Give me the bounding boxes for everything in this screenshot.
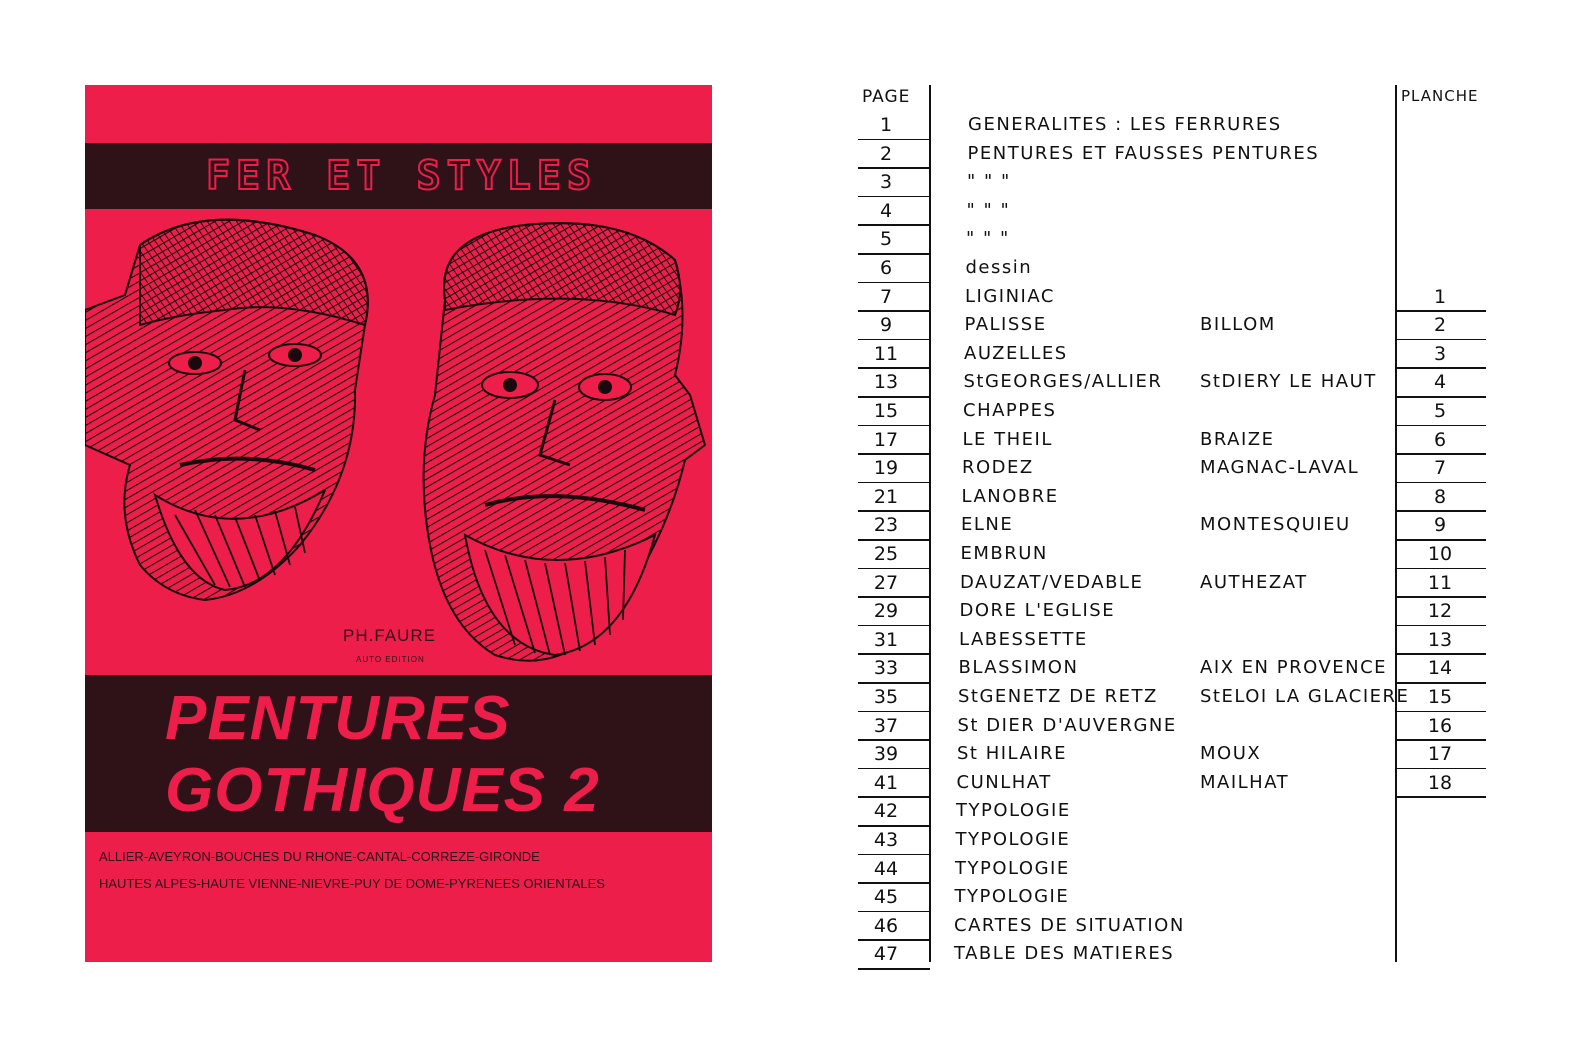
toc-planche-number: 3 <box>1433 342 1447 365</box>
toc-entry: PALISSE <box>964 314 1047 336</box>
page-cell-underline <box>858 568 930 570</box>
page-cell-underline <box>858 367 930 369</box>
planche-cell-underline <box>1396 367 1486 369</box>
author-name: PH.FAURE <box>343 626 437 645</box>
page-cell-underline <box>858 139 930 141</box>
toc-entry: GENERALITES : LES FERRURES <box>968 114 1282 135</box>
toc-planche-number: 1 <box>1433 285 1447 308</box>
toc-entry: TYPOLOGIE <box>955 857 1070 879</box>
page-cell-underline <box>858 911 930 913</box>
toc-planche-number: 10 <box>1427 543 1453 565</box>
page-cell-underline <box>858 653 930 655</box>
page-cell-underline <box>858 625 930 627</box>
edition-label: AUTO EDITION <box>356 655 425 664</box>
regions-line2: HAUTES ALPES-HAUTE VIENNE-NIEVRE-PUY DE DOME-PYRENEES ORIENTALES <box>99 876 605 891</box>
planche-cell-underline <box>1396 796 1486 798</box>
toc-entry: ELNE <box>961 514 1014 536</box>
toc-page-number: 13 <box>873 371 899 394</box>
page-cell-underline <box>858 339 930 341</box>
planche-cell-underline <box>1396 539 1486 541</box>
toc-entry-secondary: MONTESQUIEU <box>1200 514 1351 536</box>
toc-planche-number: 9 <box>1433 514 1447 537</box>
toc-entry: StGENETZ DE RETZ <box>958 686 1158 707</box>
page-cell-underline <box>858 167 930 169</box>
page-cell-underline <box>858 196 930 198</box>
toc-planche-number: 18 <box>1427 771 1453 794</box>
toc-planche-number: 13 <box>1427 628 1453 651</box>
page-cell-underline <box>858 396 930 398</box>
toc-entry: " " " <box>966 199 1011 221</box>
toc-entry-secondary: BILLOM <box>1200 314 1276 336</box>
header-page: PAGE <box>862 87 911 107</box>
toc-planche-number: 6 <box>1433 428 1447 451</box>
page-cell-underline <box>858 882 930 884</box>
planche-cell-underline <box>1396 711 1486 713</box>
toc-entry-secondary: MAILHAT <box>1200 771 1290 793</box>
toc-page-number: 2 <box>879 142 893 165</box>
toc-page-number: 21 <box>873 485 899 508</box>
planche-cell-underline <box>1396 568 1486 570</box>
toc-planche-number: 12 <box>1427 600 1453 623</box>
page-cell-underline <box>858 796 930 798</box>
planche-cell-underline <box>1396 425 1486 427</box>
book-title-line2: GOTHIQUES 2 <box>165 756 600 825</box>
toc-page-number: 4 <box>879 199 893 222</box>
toc-entry: TYPOLOGIE <box>956 800 1071 822</box>
toc-page-number: 17 <box>873 428 899 451</box>
page-cell-underline <box>858 453 930 455</box>
toc-page-number: 1 <box>879 114 893 136</box>
toc-page-number: 5 <box>879 228 893 251</box>
page-cell-underline <box>858 510 930 512</box>
toc-page-number: 31 <box>873 628 899 651</box>
toc-page-number: 35 <box>873 686 899 708</box>
toc-entry: BLASSIMON <box>958 657 1079 679</box>
toc-page-number: 43 <box>873 829 899 851</box>
toc-entry-secondary: AUTHEZAT <box>1200 571 1308 593</box>
toc-planche-number: 17 <box>1427 743 1453 766</box>
page-cell-underline <box>858 253 930 255</box>
planche-cell-underline <box>1396 653 1486 655</box>
toc-entry: CHAPPES <box>963 400 1057 421</box>
page-cell-underline <box>858 539 930 541</box>
toc-entry: St DIER D'AUVERGNE <box>957 714 1177 736</box>
toc-page-number: 39 <box>873 743 899 766</box>
toc-planche-number: 8 <box>1433 485 1447 508</box>
page-cell-underline <box>858 310 930 312</box>
toc-entry-secondary: BRAIZE <box>1200 428 1275 450</box>
toc-page-number: 15 <box>873 400 899 422</box>
toc-entry-secondary: AIX EN PROVENCE <box>1200 657 1388 679</box>
page-cell-underline <box>858 825 930 827</box>
toc-page-number: 45 <box>873 886 899 909</box>
toc-entry: CARTES DE SITUATION <box>954 914 1185 936</box>
toc-page-number: 37 <box>873 714 899 737</box>
toc-page-number: 6 <box>879 257 893 279</box>
planche-cell-underline <box>1396 596 1486 598</box>
planche-cell-underline <box>1396 682 1486 684</box>
planche-cell-underline <box>1396 339 1486 341</box>
toc-page-number: 42 <box>873 800 899 823</box>
toc-planche-number: 5 <box>1433 400 1447 422</box>
toc-planche-number: 15 <box>1427 686 1453 708</box>
page-cell-underline <box>858 682 930 684</box>
toc-page-number: 9 <box>879 314 893 337</box>
toc-entry: TYPOLOGIE <box>955 829 1071 850</box>
toc-page-number: 33 <box>873 657 899 680</box>
toc-planche-number: 7 <box>1433 457 1447 480</box>
toc-entry: DORE L'EGLISE <box>959 600 1116 622</box>
planche-cell-underline <box>1396 453 1486 455</box>
toc-page-number: 19 <box>873 457 899 480</box>
toc-page-number: 46 <box>873 914 899 937</box>
toc-entry: " " " <box>966 228 1010 250</box>
planche-cell-underline <box>1396 396 1486 398</box>
planche-cell-underline <box>1396 768 1486 770</box>
page-cell-underline <box>858 768 930 770</box>
toc-page-number: 47 <box>873 943 899 966</box>
book-title-line1: PENTURES <box>165 684 511 753</box>
toc-entry-secondary: MAGNAC-LAVAL <box>1200 457 1360 479</box>
toc-planche-number: 2 <box>1433 314 1447 337</box>
toc-page-number: 25 <box>873 543 899 565</box>
toc-planche-number: 11 <box>1427 571 1453 594</box>
regions-line1: ALLIER-AVEYRON-BOUCHES DU RHONE-CANTAL-CORREZE-GIRONDE <box>99 849 540 864</box>
planche-cell-underline <box>1396 310 1486 312</box>
page-cell-underline <box>858 711 930 713</box>
toc-entry: DAUZAT/VEDABLE <box>960 571 1144 593</box>
series-title: FER ET STYLES <box>205 153 598 199</box>
planche-cell-underline <box>1396 625 1486 627</box>
toc-planche-number: 16 <box>1427 714 1453 737</box>
header-planche: PLANCHE <box>1401 87 1479 105</box>
page-column-divider <box>929 85 931 962</box>
toc-entry: dessin <box>965 257 1033 278</box>
toc-page-number: 11 <box>873 342 899 365</box>
toc-entry-secondary: StDIERY LE HAUT <box>1200 371 1377 393</box>
toc-entry: LIGINIAC <box>965 285 1055 307</box>
toc-page-number: 41 <box>873 771 899 794</box>
toc-entry: StGEORGES/ALLIER <box>963 371 1163 393</box>
toc-page-number: 3 <box>879 171 893 194</box>
page-cell-underline <box>858 282 930 284</box>
toc-entry-secondary: StELOI LA GLACIERE <box>1200 686 1410 707</box>
toc-entry: LANOBRE <box>961 485 1059 507</box>
page-cell-underline <box>858 482 930 484</box>
toc-entry: PENTURES ET FAUSSES PENTURES <box>967 142 1320 164</box>
toc-entry: EMBRUN <box>960 543 1048 564</box>
toc-entry: RODEZ <box>962 457 1034 479</box>
page-cell-underline <box>858 739 930 741</box>
toc-entry: LE THEIL <box>962 428 1053 450</box>
toc-entry: St HILAIRE <box>957 743 1067 765</box>
page-cell-underline <box>858 425 930 427</box>
planche-cell-underline <box>1396 510 1486 512</box>
planche-column-divider <box>1395 85 1397 962</box>
page-cell-underline <box>858 968 930 970</box>
toc-page-number: 23 <box>873 514 899 537</box>
page-cell-underline <box>858 939 930 941</box>
planche-cell-underline <box>1396 739 1486 741</box>
page-cell-underline <box>858 224 930 226</box>
toc-entry: CUNLHAT <box>956 771 1052 793</box>
toc-planche-number: 14 <box>1427 657 1453 680</box>
page-cell-underline <box>858 596 930 598</box>
planche-cell-underline <box>1396 482 1486 484</box>
toc-entry-secondary: MOUX <box>1200 743 1262 765</box>
toc-page-number: 29 <box>873 600 899 623</box>
toc-entry: TABLE DES MATIERES <box>954 943 1175 965</box>
toc-entry: LABESSETTE <box>959 628 1088 650</box>
toc-entry: " " " <box>967 171 1011 193</box>
toc-planche-number: 4 <box>1433 371 1447 394</box>
page-cell-underline <box>858 854 930 856</box>
toc-entry: AUZELLES <box>964 342 1068 364</box>
toc-page-number: 7 <box>879 285 893 308</box>
toc-page-number: 27 <box>873 571 899 594</box>
toc-page-number: 44 <box>873 857 899 880</box>
toc-entry: TYPOLOGIE <box>954 886 1070 908</box>
